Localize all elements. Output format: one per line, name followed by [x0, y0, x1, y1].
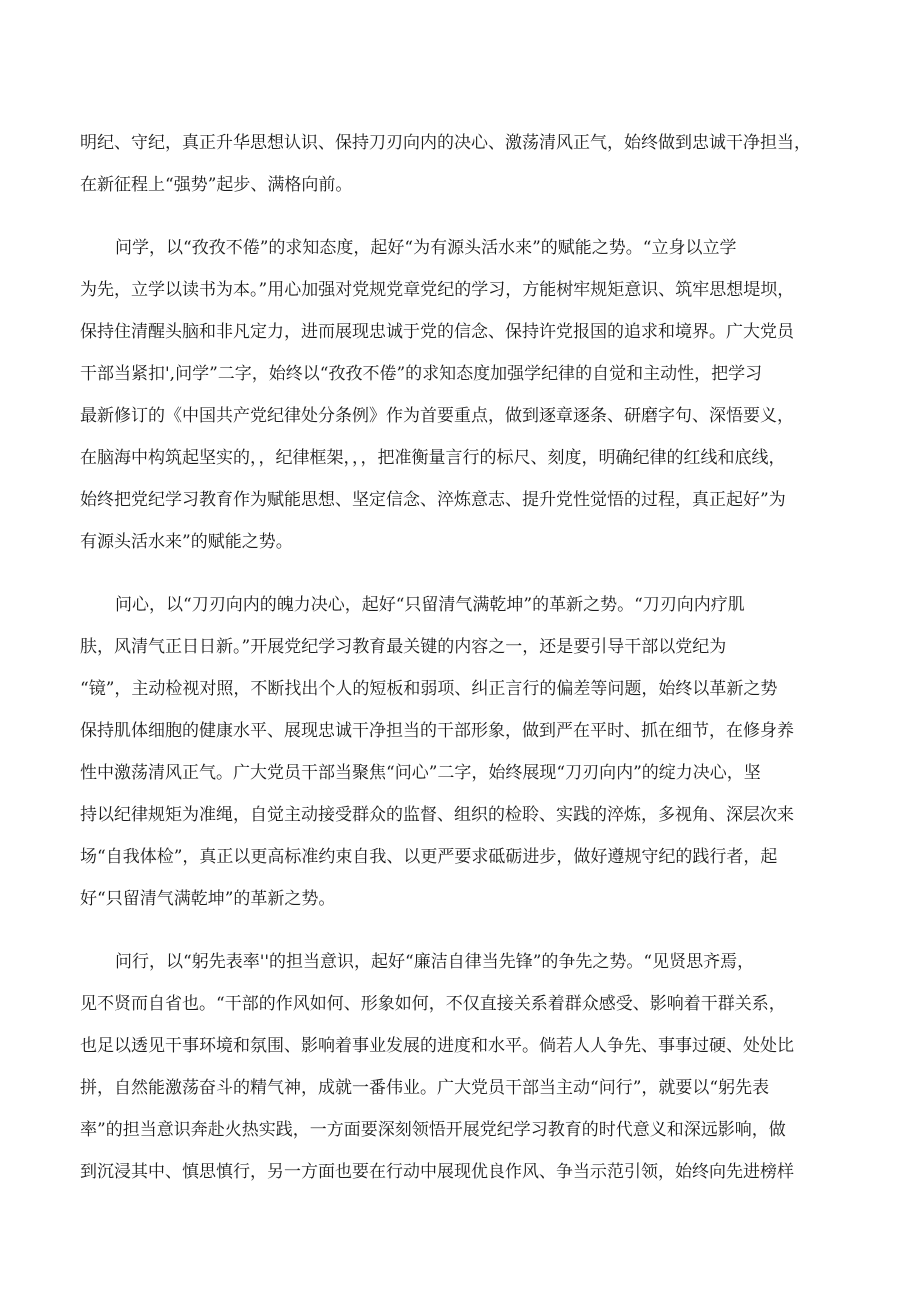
text-line: 始终把党纪学习教育作为赋能思想、坚定信念、淬炼意志、提升党性觉悟的过程，真正起好”为 — [80, 490, 786, 510]
text-line: 保持肌体细胞的健康水平、展现忠诚干净担当的干部形象，做到严在平时、抓在细节，在修身养 — [80, 721, 794, 741]
text-line: 到沉浸其中、慎思慎行，另一方面也要在行动中展现优良作风、争当示范引领，始终向先进榜样 — [80, 1162, 794, 1182]
text-line: 性中激荡清风正气。广大党员干部当聚焦“问心”二字，始终展现“刀刃向内”的绽力决心，坚 — [80, 763, 761, 783]
text-line: 见不贤而自省也。“干部的作风如何、形象如何，不仅直接关系着群众感受、影响着干群关系， — [80, 994, 786, 1014]
text-line: 在脑海中构筑起坚实的，，纪律框架，，，把准衡量言行的标尺、刻度，明确纪律的红线和底线， — [80, 448, 786, 468]
text-line: 在新征程上“强势”起步、满格向前。 — [80, 175, 353, 195]
text-line: 问行，以“躬先表率''的担当意识，起好“廉洁自律当先锋”的争先之势。“见贤思齐焉， — [115, 952, 755, 972]
text-line: 最新修订的《中国共产党纪律处分条例》作为首要重点，做到逐章逐条、研磨字句、深悟要义， — [80, 406, 794, 426]
text-line: 持以纪律规矩为准绳，自觉主动接受群众的监督、组织的检聆、实践的淬炼，多视角、深层次来 — [80, 805, 794, 825]
text-line: 问心，以“刀刃向内的魄力决心，起好“只留清气满乾坤”的革新之势。“刀刃向内疗肌 — [115, 595, 745, 615]
text-line: 保持住清醒头脑和非凡定力，进而展现忠诚于党的信念、保持许党报国的追求和境界。广大党员 — [80, 322, 794, 342]
text-line: 肤，风清气正日日新。”开展党纪学习教育最关键的内容之一，还是要引导干部以党纪为 — [80, 637, 727, 657]
text-line: 好“只留清气满乾坤”的革新之势。 — [80, 889, 336, 909]
text-line: 明纪、守纪，真正升华思想认识、保持刀刃向内的决心、激荡清风正气，始终做到忠诚干净担当， — [80, 133, 811, 153]
text-line: 干部当紧扣',问学”二字，始终以“孜孜不倦”的求知态度加强学纪律的自觉和主动性，把学习 — [80, 364, 763, 384]
text-line: 有源头活水来”的赋能之势。 — [80, 532, 293, 552]
text-line: “镜”，主动检视对照，不断找出个人的短板和弱项、纠正言行的偏差等问题，始终以革新之势 — [80, 679, 778, 699]
text-line: 拼，自然能激荡奋斗的精气神，成就一番伟业。广大党员干部当主动“问行”，就要以“躬先表 — [80, 1078, 770, 1098]
text-line: 为先，立学以读书为本。”用心加强对党规党章党纪的学习，方能树牢规矩意识、筑牢思想堤坝， — [80, 280, 795, 300]
text-line: 也足以透见干事环境和氛围、影响着事业发展的进度和水平。倘若人人争先、事事过硬、处处比 — [80, 1036, 794, 1056]
text-line: 率”的担当意识奔赴火热实践，一方面要深刻领悟开展党纪学习教育的时代意义和深远影响，做 — [80, 1120, 786, 1140]
text-line: 场“自我体检”，真正以更高标准约束自我、以更严要求砥砺进步，做好遵规守纪的践行者，起 — [80, 847, 778, 867]
text-line: 问学，以“孜孜不倦”的求知态度，起好“为有源头活水来”的赋能之势。“立身以立学 — [115, 238, 737, 258]
